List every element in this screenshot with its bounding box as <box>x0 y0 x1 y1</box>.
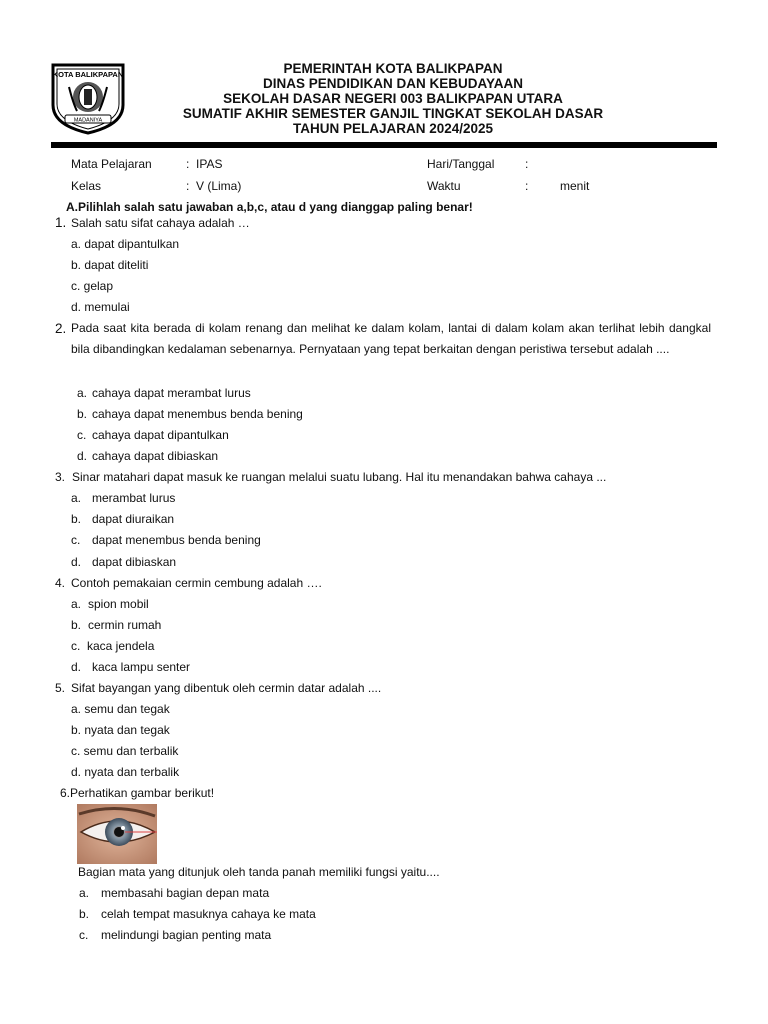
class-label: Kelas <box>71 179 102 193</box>
q6-option: membasahi bagian depan mata <box>101 886 270 900</box>
header-line-4: SUMATIF AKHIR SEMESTER GANJIL TINGKAT SEKOLAH DASAR <box>182 106 604 121</box>
time-label: Waktu <box>427 179 461 193</box>
header-line-5: TAHUN PELAJARAN 2024/2025 <box>292 121 494 136</box>
eye-image <box>77 804 157 864</box>
q2-number: 2. <box>55 321 67 336</box>
q2-option: cahaya dapat dipantulkan <box>92 428 229 442</box>
header-line-1: PEMERINTAH KOTA BALIKPAPAN <box>283 61 503 76</box>
q3-option-letter: b. <box>71 512 82 526</box>
q5-option: a. semu dan tegak <box>71 702 170 716</box>
q3-option: dapat dibiaskan <box>92 555 177 569</box>
q1-text: Salah satu sifat cahaya adalah … <box>71 216 250 230</box>
city-logo <box>47 59 129 135</box>
q6-option: celah tempat masuknya cahaya ke mata <box>101 907 316 921</box>
subject-value: IPAS <box>196 157 223 171</box>
q5-option: b. nyata dan tegak <box>71 723 170 737</box>
q4-option-letter: d. <box>71 660 82 674</box>
q5-option: c. semu dan terbalik <box>71 744 179 758</box>
q4-option: kaca jendela <box>87 639 155 653</box>
q3-option-letter: a. <box>71 491 82 505</box>
q4-option: spion mobil <box>88 597 149 611</box>
q2-option: cahaya dapat merambat lurus <box>92 386 251 400</box>
q6-option-letter: c. <box>79 928 89 942</box>
time-colon: : <box>525 179 529 193</box>
q1-option: a. dapat dipantulkan <box>71 237 180 251</box>
svg-text:MADANIYA: MADANIYA <box>73 117 103 124</box>
date-label: Hari/Tanggal <box>427 157 495 171</box>
q3-option-letter: c. <box>71 533 81 547</box>
q2-text: Pada saat kita berada di kolam renang dan melihat ke dalam kolam, lantai di dalam kolam akan terlihat lebih dangkal bila dibandingkan kedalaman sebenarnya. Pernyataan yang tepat berkaitan dengan peristiwa tersebut adalah .... <box>71 321 711 356</box>
q1-option: d. memulai <box>71 300 130 314</box>
q2-option-letter: d. <box>77 449 88 463</box>
q5-option: d. nyata dan terbalik <box>71 765 180 779</box>
q4-number: 4. <box>55 576 66 590</box>
q1-option: b. dapat diteliti <box>71 258 149 272</box>
q2-option: cahaya dapat dibiaskan <box>92 449 219 463</box>
q3-option: dapat menembus benda bening <box>92 533 261 547</box>
header-line-3: SEKOLAH DASAR NEGERI 003 BALIKPAPAN UTARA <box>223 91 563 106</box>
q6-option-letter: b. <box>79 907 90 921</box>
header-line-2: DINAS PENDIDIKAN DAN KEBUDAYAAN <box>262 76 524 91</box>
q1-number: 1. <box>55 215 67 230</box>
q1-option: c. gelap <box>71 279 114 293</box>
q4-option-letter: b. <box>71 618 82 632</box>
class-colon: : <box>186 179 190 193</box>
q3-number: 3. <box>55 470 66 484</box>
q2-option-letter: b. <box>77 407 88 421</box>
q6-option: melindungi bagian penting mata <box>101 928 272 942</box>
q5-number: 5. <box>55 681 66 695</box>
q2-option-letter: a. <box>77 386 88 400</box>
subject-label: Mata Pelajaran <box>71 157 152 171</box>
q4-option-letter: c. <box>71 639 81 653</box>
time-unit: menit <box>560 179 590 193</box>
date-colon: : <box>525 157 529 171</box>
q3-option: merambat lurus <box>92 491 176 505</box>
header-divider <box>51 142 717 148</box>
q4-option: cermin rumah <box>88 618 162 632</box>
q3-option-letter: d. <box>71 555 82 569</box>
q2-option-letter: c. <box>77 428 87 442</box>
q6-text: Bagian mata yang ditunjuk oleh tanda panah memiliki fungsi yaitu.... <box>78 865 440 879</box>
class-value: V (Lima) <box>196 179 242 193</box>
q4-text: Contoh pemakaian cermin cembung adalah …. <box>71 576 322 590</box>
q4-option: kaca lampu senter <box>92 660 191 674</box>
q3-text: Sinar matahari dapat masuk ke ruangan melalui suatu lubang. Hal itu menandakan bahwa cahaya ... <box>72 470 607 484</box>
section-a-instruction: A.Pilihlah salah satu jawaban a,b,c, atau d yang dianggap paling benar! <box>66 200 473 214</box>
q5-text: Sifat bayangan yang dibentuk oleh cermin datar adalah .... <box>71 681 382 695</box>
q2-option: cahaya dapat menembus benda bening <box>92 407 303 421</box>
q6-intro: 6.Perhatikan gambar berikut! <box>60 786 215 800</box>
q3-option: dapat diuraikan <box>92 512 175 526</box>
q4-option-letter: a. <box>71 597 82 611</box>
subject-colon: : <box>186 157 190 171</box>
svg-text:KOTA BALIKPAPAN: KOTA BALIKPAPAN <box>52 70 124 79</box>
q6-option-letter: a. <box>79 886 90 900</box>
